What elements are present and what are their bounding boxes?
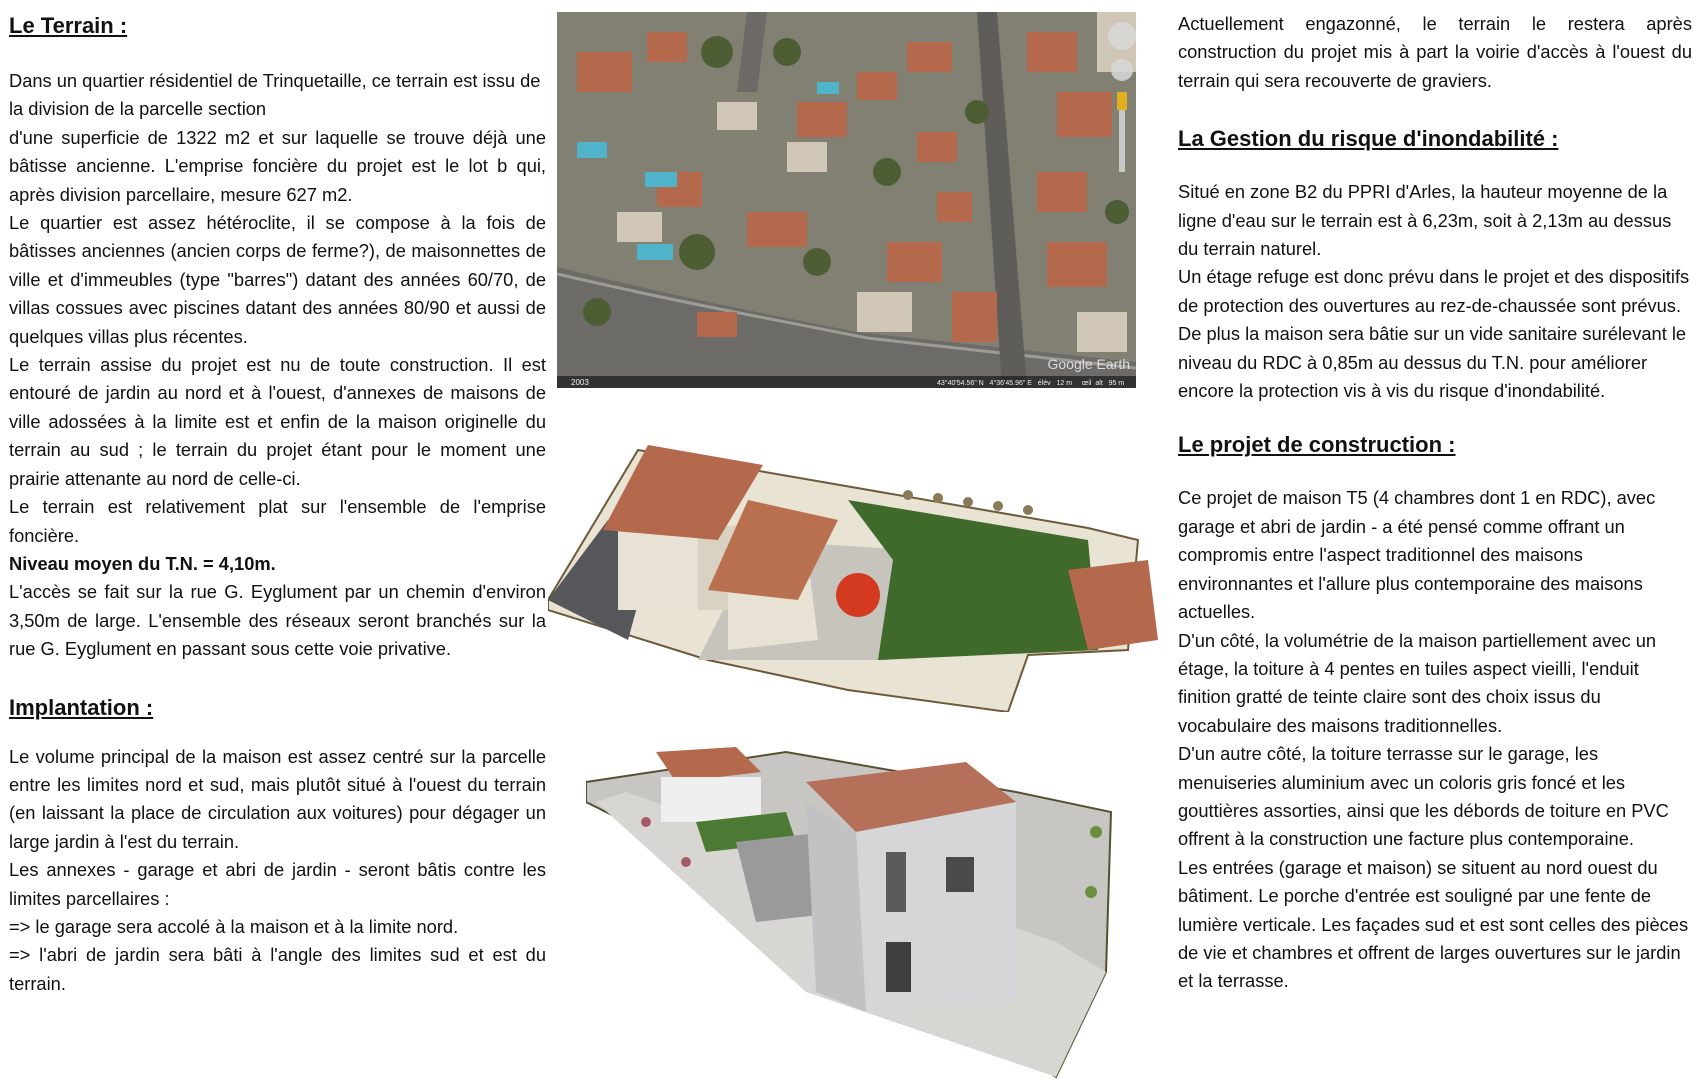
projet-heading: Le projet de construction : [1178,432,1456,458]
projet-paragraph-3: D'un autre côté, la toiture terrasse sur le garage, les menuiseries aluminium avec un coloris gris foncé et les gouttières assorties, ainsi que les débords de toiture en PVC offrent à la construction une facture plus contemporaine. [1178,743,1669,850]
implantation-heading: Implantation : [9,694,154,720]
terrain-paragraph-3: Le quartier est assez hétéroclite, il se compose à la fois de bâtisses anciennes (ancien corps de ferme?), de maisonnettes de ville et d'immeubles (type "barres") datant des années 60/70, de villas cossues avec piscines datant des années 80/90 et aussi de quelques villas plus récentes. [9,212,546,347]
projet-paragraph-1: Ce projet de maison T5 (4 chambres dont 1 en RDC), avec garage et abri de jardin - a été pensé comme offrant un compromis entre l'aspect traditionnel des maisons environnantes et l'allure plus contemporaine des maisons actuelles. [1178,487,1656,623]
terrain-heading: Le Terrain : [9,13,128,38]
aerial-photo-drawing [557,12,1136,388]
bullet-garage: => le garage sera accolé à la maison et à la limite nord. [9,915,459,937]
terrain-paragraph-5: Le terrain est relativement plat sur l'ensemble de l'emprise foncière. [9,496,546,546]
aerial-photo [557,12,1136,388]
pan-icon[interactable] [1111,59,1133,81]
render-entrance-drawing [586,742,1144,1082]
niveau-tn: Niveau moyen du T.N. = 4,10m. [9,552,276,574]
aerial-year: 2003 [571,378,589,387]
render-garden-view [548,440,1166,712]
acces-paragraph: L'accès se fait sur la rue G. Eyglument par un chemin d'environ 3,50m de large. L'ensemble des réseaux seront branchés sur la rue G. Eyglument en passant sous cette voie privative. [9,581,546,660]
intro-paragraph: Actuellement engazonné, le terrain le restera après construction du projet mis à part la voirie d'accès à l'ouest du terrain qui sera recouverte de graviers. [1178,13,1692,91]
projet-paragraph-4: Les entrées (garage et maison) se situent au nord ouest du bâtiment. Le porche d'entrée est souligné par une fente de lumière verticale. Les façades sud et est sont celles des pièces de vie et chambres et offrent de larges ouvertures sur le jardin et la terrasse. [1178,856,1689,992]
bullet-abri: => l'abri de jardin sera bâti à l'angle des limites sud et est du terrain. [9,944,546,994]
terrain-paragraph-2: d'une superficie de 1322 m2 et sur laquelle se trouve déjà une bâtisse ancienne. L'emprise foncière du projet est le lot b qui, après division parcellaire, mesure 627 m2. [9,126,546,205]
implantation-paragraph-1: Le volume principal de la maison est assez centré sur la parcelle entre les limites nord et sud, mais plutôt situé à l'ouest du terrain (en laissant la place de circulation aux voitures) pour dégager un large jardin à l'est du terrain. [9,745,546,852]
left-column [9,0,546,998]
risque-paragraph-2: Un étage refuge est donc prévu dans le projet et des dispositifs de protection des ouvertures au rez-de-chaussée sont prévus. De plus la maison sera bâtie sur un vide sanitaire surélevant le niveau du RDC à 0,85m au dessus du T.N. pour améliorer encore la protection vis à vis du risque d'inondabilité. [1178,266,1690,402]
risque-heading: La Gestion du risque d'inondabilité : [1178,126,1559,152]
aerial-watermark: Google Earth [1047,356,1130,372]
risque-paragraph-1: Situé en zone B2 du PPRI d'Arles, la hauteur moyenne de la ligne d'eau sur le terrain est à 6,23m, soit à 2,13m au dessus du terrain naturel. [1178,181,1672,260]
aerial-status: 43°40'54.56" N 4°36'45.96" E élév 12 m œil alt 95 m [937,380,1125,387]
street-view-icon[interactable] [1117,92,1127,110]
terrain-paragraph-1: Dans un quartier résidentiel de Trinquetaille, ce terrain est issu de la division de la parcelle section [9,70,541,120]
right-column [1178,0,1692,996]
projet-paragraph-2: D'un côté, la volumétrie de la maison partiellement avec un étage, la toiture à 4 pentes en tuiles aspect vieilli, l'enduit finition gratté de teinte claire sont des choix issus du vocabulaire des maisons traditionnelles. [1178,629,1657,736]
implantation-paragraph-2: Les annexes - garage et abri de jardin - seront bâtis contre les limites parcellaires : [9,859,546,909]
terrain-paragraph-4: Le terrain assise du projet est nu de toute construction. Il est entouré de jardin au nord et à l'ouest, d'annexes de maisons de ville adossées à la limite est et enfin de la maison originelle du terrain au sud ; le terrain du projet étant pour le moment une prairie attenante au nord de celle-ci. [9,354,546,489]
render-entrance-view [586,742,1144,1082]
render-garden-drawing [548,440,1166,712]
compass-icon[interactable] [1108,22,1136,50]
